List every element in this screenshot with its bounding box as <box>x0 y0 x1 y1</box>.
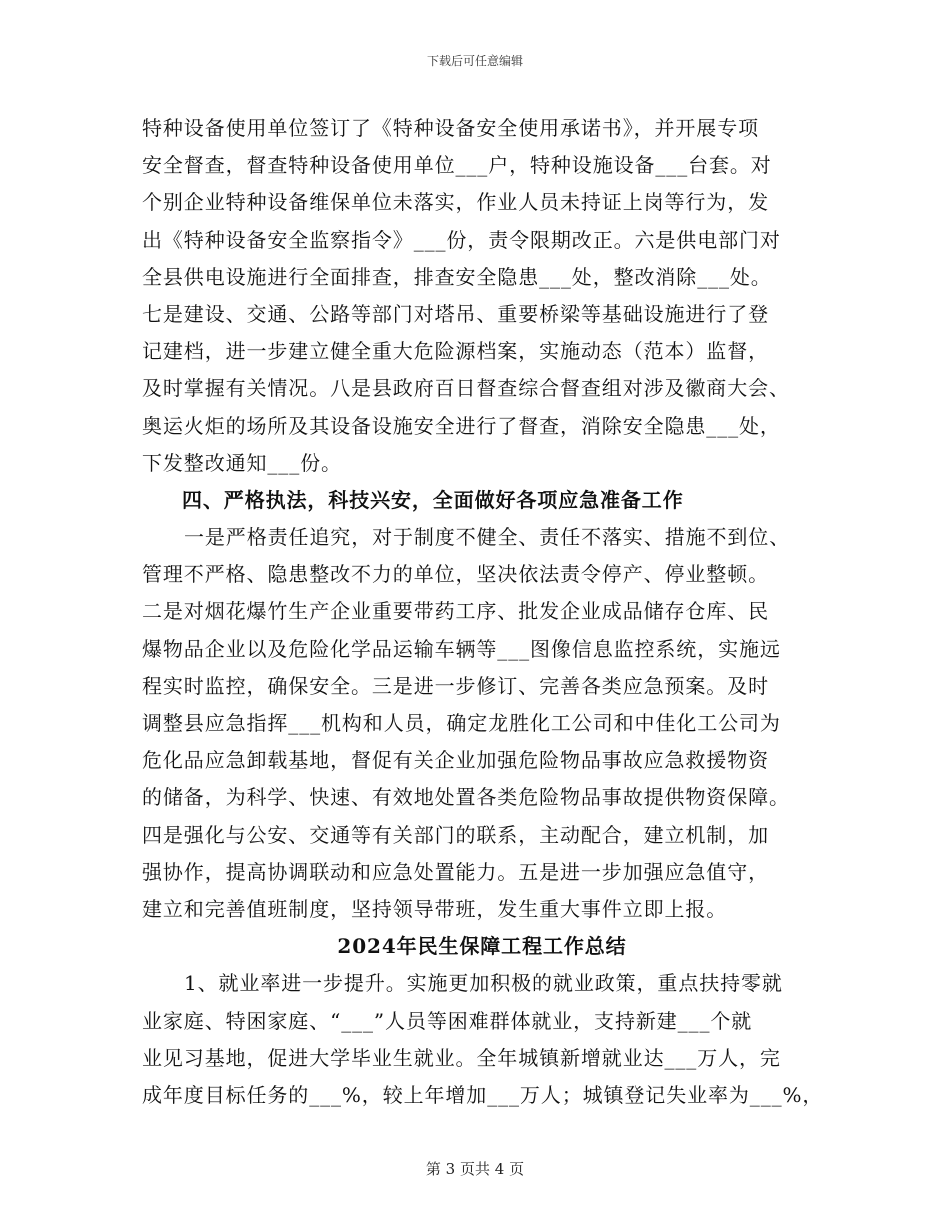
page-footer: 第 3 页共 4 页 <box>425 1160 525 1178</box>
paragraph-line: 业家庭、特困家庭、“___”人员等困难群体就业，支持新建___个就 <box>142 1008 753 1033</box>
paragraph-line: 程实时监控，确保安全。三是进一步修订、完善各类应急预案。及时 <box>142 673 769 698</box>
paragraph-line: 成年度目标任务的___%，较上年增加___万人；城镇登记失业率为___%， <box>142 1082 824 1107</box>
paragraph-line: 全县供电设施进行全面排查，排查安全隐患___处，整改消除___处。 <box>142 264 772 289</box>
document-body <box>142 110 822 1114</box>
paragraph-line: 危化品应急卸载基地，督促有关企业加强危险物品事故应急救援物资 <box>142 748 769 773</box>
paragraph-line: 四是强化与公安、交通等有关部门的联系，主动配合，建立机制，加 <box>142 822 769 847</box>
paragraph-line: 记建档，进一步建立健全重大危险源档案，实施动态（范本）监督， <box>142 339 769 364</box>
document-title: 2024年民生保障工程工作总结 <box>337 934 627 959</box>
paragraph-line: 安全督查，督查特种设备使用单位___户，特种设施设备___台套。对 <box>142 153 772 178</box>
paragraph-line: 管理不严格、隐患整改不力的单位，坚决依法责令停产、停业整顿。 <box>142 562 769 587</box>
paragraph-line: 奥运火炬的场所及其设备设施安全进行了督查，消除安全隐患___处， <box>142 413 781 438</box>
paragraph-line: 调整县应急指挥___机构和人员，确定龙胜化工公司和中佳化工公司为 <box>142 711 781 735</box>
paragraph-line: 一是严格责任追究，对于制度不健全、责任不落实、措施不到位、 <box>184 525 791 550</box>
paragraph-line: 下发整改通知___份。 <box>142 450 342 475</box>
paragraph-line: 1、就业率进一步提升。实施更加积极的就业政策，重点扶持零就 <box>184 971 783 996</box>
paragraph-line: 强协作，提高协调联动和应急处置能力。五是进一步加强应急值守， <box>142 859 769 884</box>
paragraph-line: 个别企业特种设备维保单位未落实，作业人员未持证上岗等行为，发 <box>142 190 769 215</box>
paragraph-line: 建立和完善值班制度，坚持领导带班，发生重大事件立即上报。 <box>142 896 728 921</box>
paragraph-line: 二是对烟花爆竹生产企业重要带药工序、批发企业成品储存仓库、民 <box>142 599 769 624</box>
paragraph-line: 的储备，为科学、快速、有效地处置各类危险物品事故提供物资保障。 <box>142 785 790 810</box>
paragraph-line: 爆物品企业以及危险化学品运输车辆等___图像信息监控系统，实施远 <box>142 636 781 661</box>
section-heading: 四、严格执法，科技兴安，全面做好各项应急准备工作 <box>182 487 684 512</box>
paragraph-line: 七是建设、交通、公路等部门对塔吊、重要桥梁等基础设施进行了登 <box>142 301 769 326</box>
page-header: 下载后可任意编辑 <box>426 54 523 68</box>
paragraph-line: 及时掌握有关情况。八是县政府百日督查综合督查组对涉及徽商大会、 <box>142 376 790 401</box>
paragraph-line: 业见习基地，促进大学毕业生就业。全年城镇新增就业达___万人，完 <box>142 1045 781 1070</box>
paragraph-line: 出《特种设备安全监察指令》___份，责令限期改正。六是供电部门对 <box>142 227 781 252</box>
paragraph-line: 特种设备使用单位签订了《特种设备安全使用承诺书》，并开展专项 <box>142 116 759 140</box>
